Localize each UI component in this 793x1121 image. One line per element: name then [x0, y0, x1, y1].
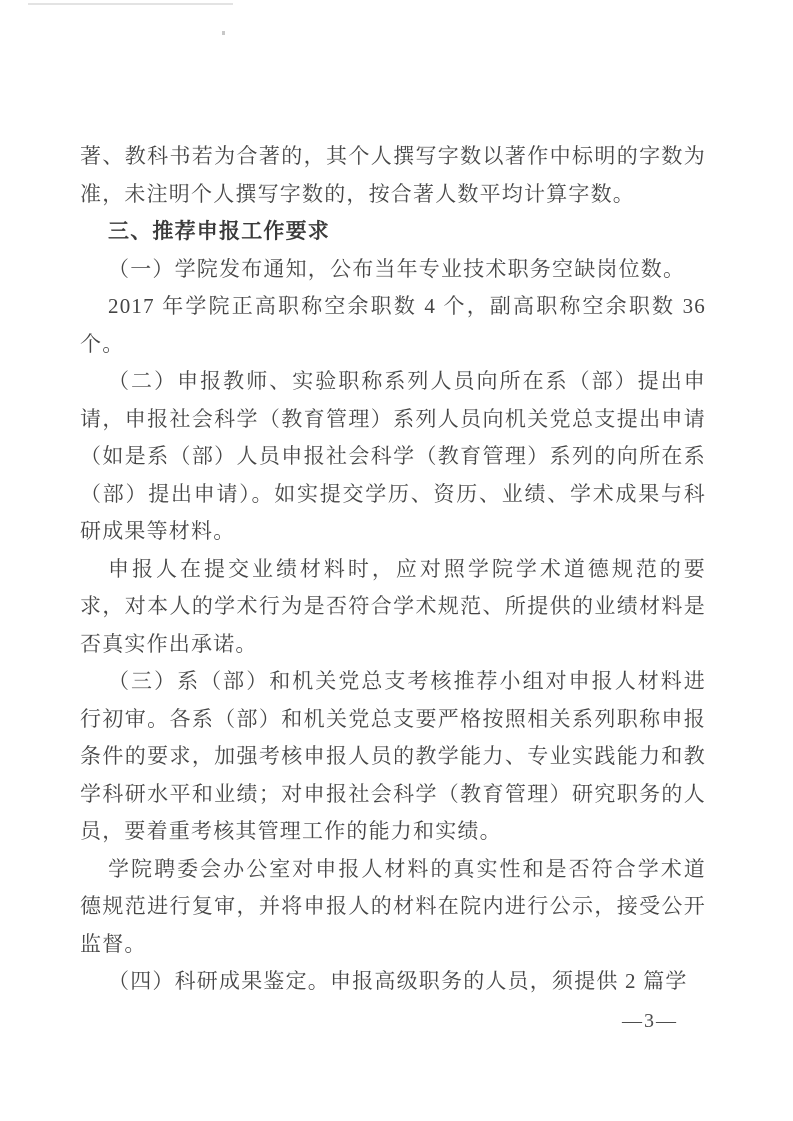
scan-artifact-speck: [222, 31, 225, 35]
paragraph-item-4: （四）科研成果鉴定。申报高级职务的人员，须提供 2 篇学: [108, 969, 688, 993]
scan-artifact-line: [28, 3, 233, 5]
page-number: —3—: [622, 1010, 678, 1032]
paragraph-item-2: （二）申报教师、实验职称系列人员向所在系（部）提出申请，申报社会科学（教育管理）系列人员向机关党总支提出申请（如是系（部）人员申报社会科学（教育管理）系列的向所在系（部）提出申请）。如实提交学历、资历、业绩、学术成果与科研成果等材料。: [80, 369, 706, 543]
paragraph-review-publicity: 学院聘委会办公室对申报人材料的真实性和是否符合学术道德规范进行复审，并将申报人的材料在院内进行公示，接受公开监督。: [80, 856, 706, 956]
paragraph-commitment: 申报人在提交业绩材料时，应对照学院学术道德规范的要求，对本人的学术行为是否符合学术规范、所提供的业绩材料是否真实作出承诺。: [80, 556, 706, 656]
paragraph-vacancy-numbers: 2017 年学院正高职称空余职数 4 个，副高职称空余职数 36 个。: [80, 294, 706, 356]
paragraph-continuation: 著、教科书若为合著的，其个人撰写字数以著作中标明的字数为准，未注明个人撰写字数的，按合著人数平均计算字数。: [80, 144, 706, 206]
section-heading: 三、推荐申报工作要求: [108, 220, 330, 243]
paragraph-item-1: （一）学院发布通知，公布当年专业技术职务空缺岗位数。: [108, 256, 686, 281]
document-body: [80, 138, 706, 1001]
paragraph-item-3: （三）系（部）和机关党总支考核推荐小组对申报人材料进行初审。各系（部）和机关党总支要严格按照相关系列职称申报条件的要求，加强考核申报人员的教学能力、专业实践能力和教学科研水平和业绩；对申报社会科学（教育管理）研究职务的人员，要着重考核其管理工作的能力和实绩。: [80, 669, 706, 843]
